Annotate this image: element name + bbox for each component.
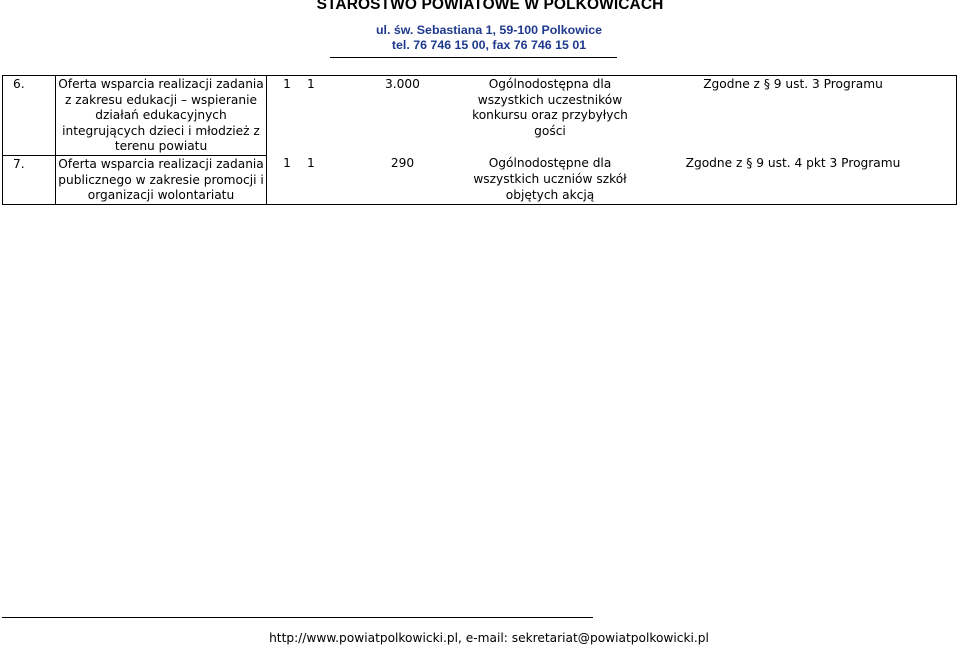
footer-divider	[2, 617, 593, 618]
count-b: 1	[307, 76, 335, 156]
row-number: 6.	[3, 76, 56, 156]
compliance-note: Zgodne z § 9 ust. 3 Programu	[630, 76, 957, 156]
row-number: 7.	[3, 155, 56, 204]
count-b: 1	[307, 155, 335, 204]
compliance-note: Zgodne z § 9 ust. 4 pkt 3 Programu	[630, 155, 957, 204]
offers-table	[2, 75, 957, 205]
count-a: 1	[267, 155, 308, 204]
header-divider	[330, 57, 617, 58]
office-address: ul. św. Sebastiana 1, 59-100 Polkowice	[375, 23, 603, 37]
table-row	[3, 76, 957, 156]
office-title: STAROSTWO POWIATOWE W POLKOWICACH	[316, 0, 664, 13]
office-phone-fax: tel. 76 746 15 00, fax 76 746 15 01	[391, 38, 587, 52]
amount: 290	[335, 155, 470, 204]
amount: 3.000	[335, 76, 470, 156]
scope-of-access: Ogólnodostępne dla wszystkich uczniów szkół objętych akcją	[470, 155, 630, 204]
count-a: 1	[267, 76, 308, 156]
table-row	[3, 155, 957, 204]
scope-of-access: Ogólnodostępna dla wszystkich uczestników konkursu oraz przybyłych gości	[470, 76, 630, 156]
task-description: Oferta wsparcia realizacji zadania publicznego w zakresie promocji i organizacji wolontariatu	[56, 155, 267, 204]
footer-contact: http://www.powiatpolkowicki.pl, e-mail: sekretariat@powiatpolkowicki.pl	[269, 631, 709, 645]
task-description: Oferta wsparcia realizacji zadania z zakresu edukacji – wspieranie działań edukacyjnych integrujących dzieci i młodzież z terenu powiatu	[56, 76, 267, 156]
